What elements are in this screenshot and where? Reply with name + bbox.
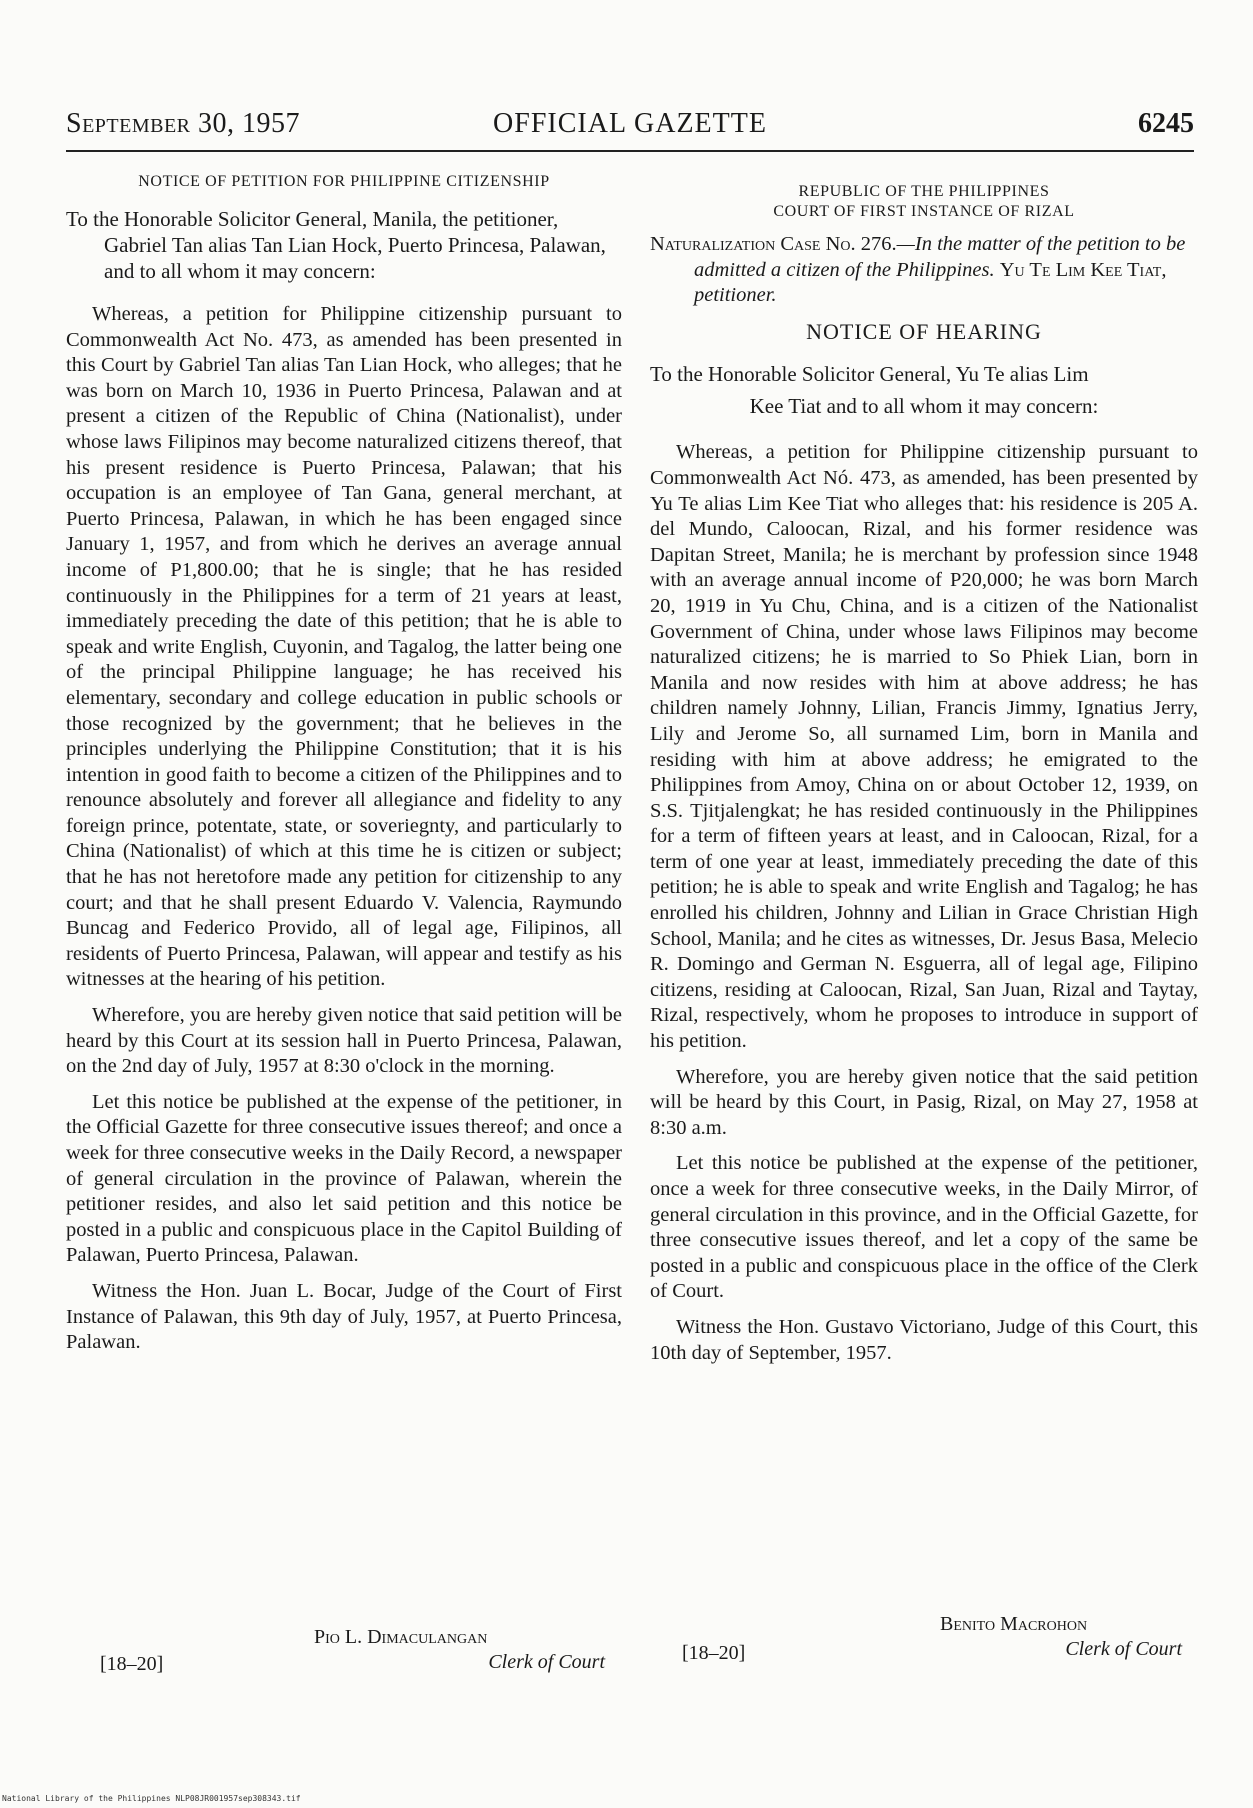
republic-heading: REPUBLIC OF THE PHILIPPINES <box>798 183 1050 200</box>
court-name-heading: COURT OF FIRST INSTANCE OF RIZAL <box>773 203 1075 220</box>
left-address: To the Honorable Solicitor General, Manila, the petitioner, Gabriel Tan alias Tan Lian Hock, Puerto Princesa, Palawan, and to all whom it may concern: <box>66 207 606 283</box>
left-column <box>66 172 622 1366</box>
left-paragraph-publication: Let this notice be published at the expense of the petitioner, in the Official Gazette for three consecutive issues thereof; and once a week for three consecutive weeks in the Daily Record, a newspaper of general circulation in the province of Palawan, wherein the petitioner resides, and also let said petition and this notice be posted in a public and conspicuous place in the Capitol Building of Palawan, Puerto Princesa, Palawan. <box>66 1090 622 1267</box>
right-signatory-role: Clerk of Court <box>1065 1638 1182 1660</box>
right-signature <box>890 1612 1182 1662</box>
right-reference: [18–20] <box>682 1642 746 1664</box>
case-description: —In the matter of the petition to be admitted a citizen of the Philippines. <box>694 233 1186 281</box>
right-column <box>650 172 1198 1376</box>
right-address <box>650 358 1198 422</box>
scan-footer: National Library of the Philippines NLP08JR001957sep308343.tif <box>2 1794 301 1803</box>
right-signatory-name: Benito Macrohon <box>940 1613 1088 1635</box>
left-paragraph-witness: Witness the Hon. Juan L. Bocar, Judge of the Court of First Instance of Palawan, this 9th day of July, 1957, at Puerto Princesa, Palawan. <box>66 1279 622 1354</box>
case-petitioner-role: petitioner. <box>694 284 777 307</box>
case-label: Naturalization Case No. 276. <box>650 233 897 255</box>
page-number: 6245 <box>1138 108 1194 139</box>
right-paragraph-whereas: Whereas, a petition for Philippine citizenship pursuant to Commonwealth Act Nó. 473, as amended, has been presented by Yu Te alias Lim Kee Tiat who alleges that: his residence is 205 A. del Mundo, Caloocan, Rizal, and his former residence was Dapitan Street, Manila; he is merchant by profession since 1948 with an average annual income of P20,000; he was born March 20, 1919 in Yu Chu, China, and is a citizen of the Nationalist Government of China, under whose laws Filipinos may become naturalized citizens; he is married to So Phiek Lian, born in Manila and now resides with him at above address; he has children namely Johnny, Lilian, Francis Jimmy, Ignatius Jerry, Lily and Jerome So, all surnamed Lim, born in Manila and residing with him at above address; he emigrated to the Philippines from Amoy, China on or about October 12, 1939, on S.S. Tjitjalengkat; he has resided continuously in the Philippines for a term of fifteen years at least, and in Caloocan, Rizal, for a term of one year at least, immediately preceding the date of this petition; he is able to speak and write English and Tagalog; he has enrolled his children, Johnny and Lilian in Grace Christian High School, Manila; and he cites as witnesses, Dr. Jesus Basa, Melecio R. Domingo and German N. Esguerra, all of legal age, Filipino citizens, residing at Caloocan, Rizal, San Juan, Rizal and Taytay, Rizal, respectively, whom he proposes to introduce in support of his petition. <box>650 441 1198 1053</box>
page-header <box>66 106 1194 152</box>
left-paragraph-wherefore: Wherefore, you are hereby given notice that said petition will be heard by this Court at its session hall in Puerto Princesa, Palawan, on the 2nd day of July, 1957 at 8:30 o'clock in the morning. <box>66 1004 622 1078</box>
case-petitioner: Yu Te Lim Kee Tiat, <box>999 258 1167 281</box>
right-paragraph-publication: Let this notice be published at the expense of the petitioner, once a week for three consecutive weeks, in the Daily Mirror, of general circulation in this province, and in the Official Gazette, for three consecutive issues thereof, and let a copy of the same be posted in a public and conspicuous place in the office of the Clerk of Court. <box>650 1152 1198 1303</box>
notice-of-hearing-title: NOTICE OF HEARING <box>806 318 1042 344</box>
right-address-line-1: To the Honorable Solicitor General, Yu Te alias Lim <box>650 362 1089 387</box>
left-reference: [18–20] <box>100 1653 164 1675</box>
left-signatory-name: Pio L. Dimaculangan <box>314 1626 488 1648</box>
case-title <box>650 232 1198 309</box>
publication-title: OFFICIAL GAZETTE <box>493 108 767 139</box>
left-notice-heading: NOTICE OF PETITION FOR PHILIPPINE CITIZENSHIP <box>138 173 550 190</box>
court-heading <box>650 182 1198 222</box>
right-address-line-2: Kee Tiat and to all whom it may concern: <box>749 394 1099 419</box>
left-paragraph-whereas: Whereas, a petition for Philippine citizenship pursuant to Commonwealth Act No. 473, as amended has been presented in this Court by Gabriel Tan alias Tan Lian Hock, who alleges; that he was born on March 10, 1936 in Puerto Princesa, Palawan and at present a citizen of the Republic of China (Nationalist), under whose laws Filipinos may become naturalized citizens thereof, that his present residence is Puerto Princesa, Palawan; that his occupation is an employee of Tan Gana, general merchant, at Puerto Princesa, Palawan, in which he has been engaged since January 1, 1957, and from which he derives an average annual income of P1,800.00; that he is single; that he has resided continuously in the Philippines for a term of 21 years at least, immediately preceding the date of this petition; that he is able to speak and write English, Cuyonin, and Tagalog, the latter being one of the principal Philippine language; he has received his elementary, secondary and college education in public schools or those recognized by the government; that he believes in the principles underlying the Philippine Constitution; that it is his intention in good faith to become a citizen of the Philippines and to renounce absolutely and forever all allegiance and fidelity to any foreign prince, potentate, state, or soveriegnty, and particularly to China (Nationalist) of which at this time he is citizen or subject; that he has not heretofore made any petition for citizenship to any court; and that he shall present Eduardo V. Valencia, Raymundo Buncag and Federico Provido, all of legal age, Filipinos, all residents of Puerto Princesa, Palawan, will appear and testify as his witnesses at the hearing of his petition. <box>66 303 622 991</box>
issue-date: September 30, 1957 <box>66 108 301 139</box>
right-paragraph-wherefore: Wherefore, you are hereby given notice that the said petition will be heard by this Court, in Pasig, Rizal, on May 27, 1958 at 8:30 a.m. <box>650 1065 1198 1139</box>
right-paragraph-witness: Witness the Hon. Gustavo Victoriano, Judge of this Court, this 10th day of September, 1957. <box>650 1315 1198 1364</box>
left-signature <box>300 1625 605 1675</box>
left-signatory-role: Clerk of Court <box>488 1651 605 1673</box>
